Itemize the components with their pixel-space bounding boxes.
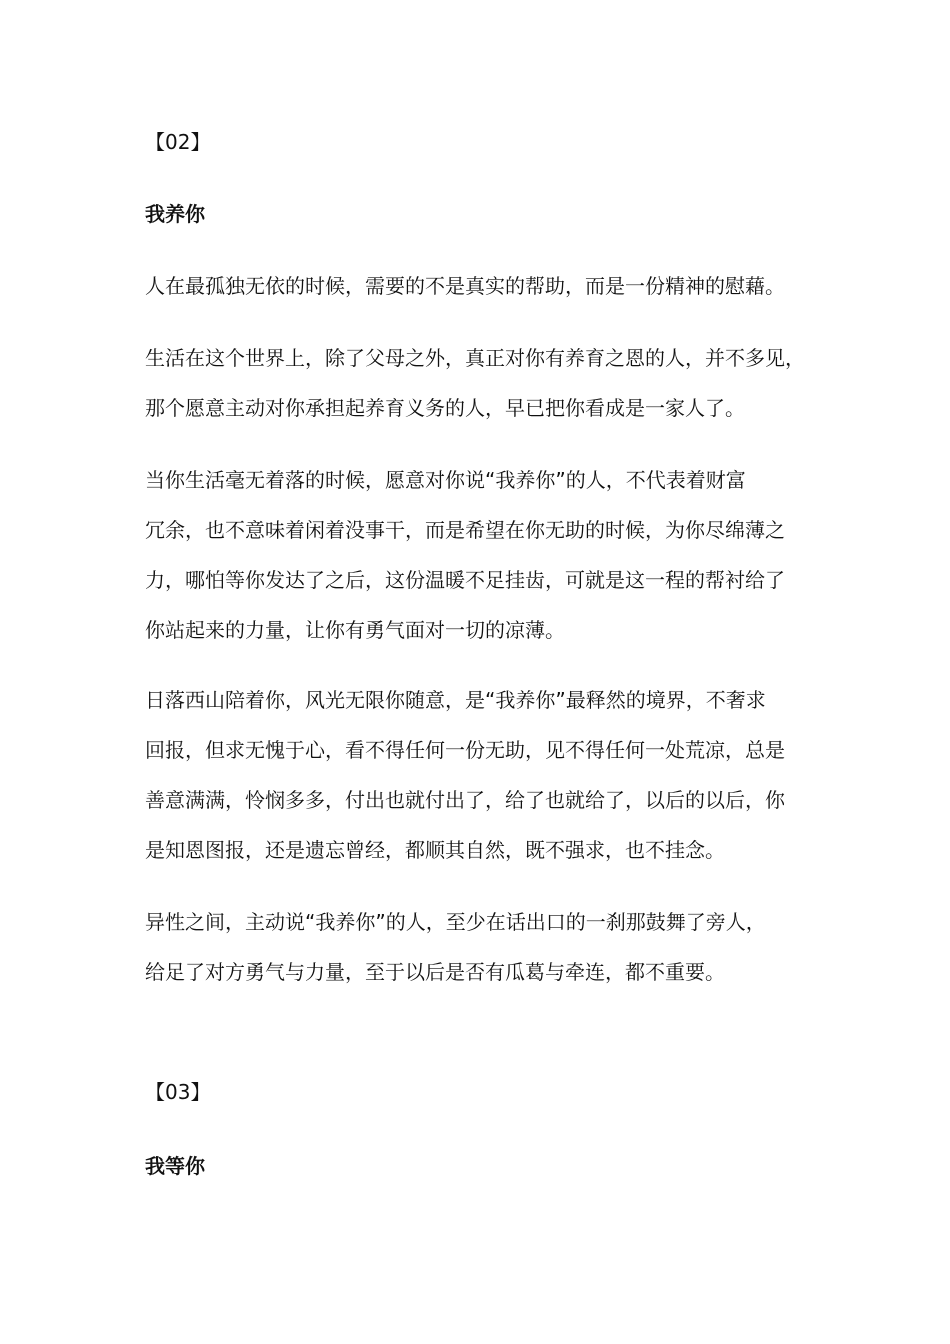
section-number: 【03】 [145, 1080, 211, 1104]
paragraph-line: 日落西山陪着你，风光无限你随意，是“我养你”最释然的境界，不奢求 [145, 688, 766, 712]
paragraph-line: 人在最孤独无依的时候，需要的不是真实的帮助，而是一份精神的慰藉。 [145, 274, 785, 298]
paragraph-line: 力，哪怕等你发达了之后，这份温暖不足挂齿，可就是这一程的帮衬给了 [145, 568, 785, 592]
paragraph-line: 生活在这个世界上，除了父母之外，真正对你有养育之恩的人，并不多见， [145, 346, 805, 370]
paragraph-line: 异性之间，主动说“我养你”的人，至少在话出口的一刹那鼓舞了旁人， [145, 910, 766, 934]
paragraph-line: 当你生活毫无着落的时候，愿意对你说“我养你”的人，不代表着财富 [145, 468, 746, 492]
paragraph-line: 那个愿意主动对你承担起养育义务的人，早已把你看成是一家人了。 [145, 396, 745, 420]
paragraph-line: 冗余，也不意味着闲着没事干，而是希望在你无助的时候，为你尽绵薄之 [145, 518, 785, 542]
paragraph-line: 善意满满，怜悯多多，付出也就付出了，给了也就给了，以后的以后，你 [145, 788, 785, 812]
section-title: 我等你 [145, 1154, 205, 1178]
paragraph-line: 给足了对方勇气与力量，至于以后是否有瓜葛与牵连，都不重要。 [145, 960, 725, 984]
section-title: 我养你 [145, 202, 205, 226]
paragraph-line: 你站起来的力量，让你有勇气面对一切的凉薄。 [145, 618, 565, 642]
section-number: 【02】 [145, 130, 211, 154]
paragraph-line: 回报，但求无愧于心，看不得任何一份无助，见不得任何一处荒凉，总是 [145, 738, 785, 762]
paragraph-line: 是知恩图报，还是遗忘曾经，都顺其自然，既不强求，也不挂念。 [145, 838, 725, 862]
